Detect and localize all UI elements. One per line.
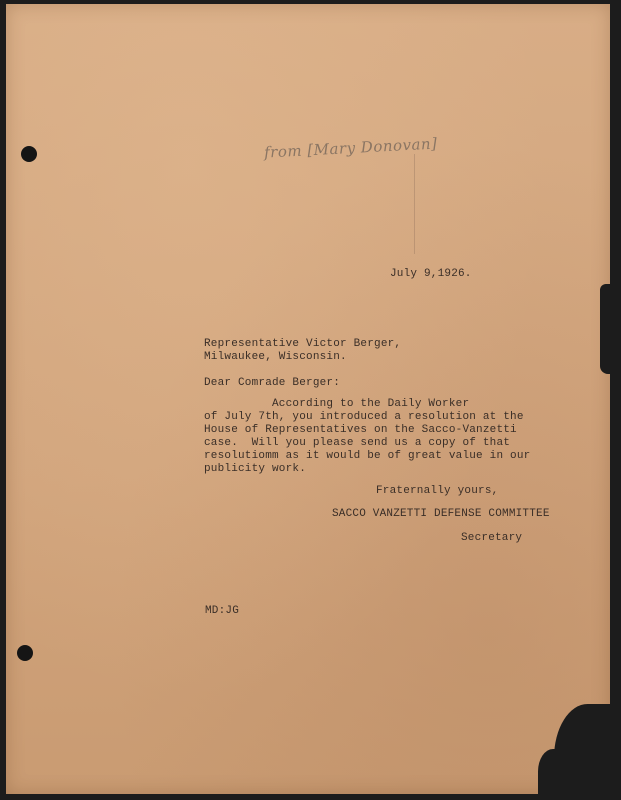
signature-title: Secretary bbox=[461, 532, 523, 544]
punch-hole-top bbox=[21, 146, 37, 162]
body-line: of July 7th, you introduced a resolution at the bbox=[204, 411, 524, 423]
punch-hole-bottom bbox=[17, 645, 33, 661]
body-line: resolutiomm as it would be of great value in our bbox=[204, 450, 531, 462]
body-line: publicity work. bbox=[204, 463, 307, 475]
body-line: case. Will you please send us a copy of that bbox=[204, 437, 511, 449]
letter-page bbox=[6, 4, 610, 794]
committee-name: SACCO VANZETTI DEFENSE COMMITTEE bbox=[332, 508, 550, 520]
body-line: House of Representatives on the Sacco-Vanzetti bbox=[204, 424, 517, 436]
handwritten-annotation: from [Mary Donovan] bbox=[263, 134, 438, 162]
pencil-mark bbox=[414, 154, 415, 254]
letter-date: July 9,1926. bbox=[390, 268, 472, 280]
body-line: According to the Daily Worker bbox=[204, 398, 470, 410]
recipient-name: Representative Victor Berger, bbox=[204, 338, 402, 350]
torn-notch-bottom bbox=[538, 749, 568, 794]
salutation: Dear Comrade Berger: bbox=[204, 377, 341, 389]
closing: Fraternally yours, bbox=[376, 485, 499, 497]
recipient-location: Milwaukee, Wisconsin. bbox=[204, 351, 347, 363]
torn-edge-right bbox=[600, 284, 610, 374]
typist-initials: MD:JG bbox=[205, 605, 240, 617]
